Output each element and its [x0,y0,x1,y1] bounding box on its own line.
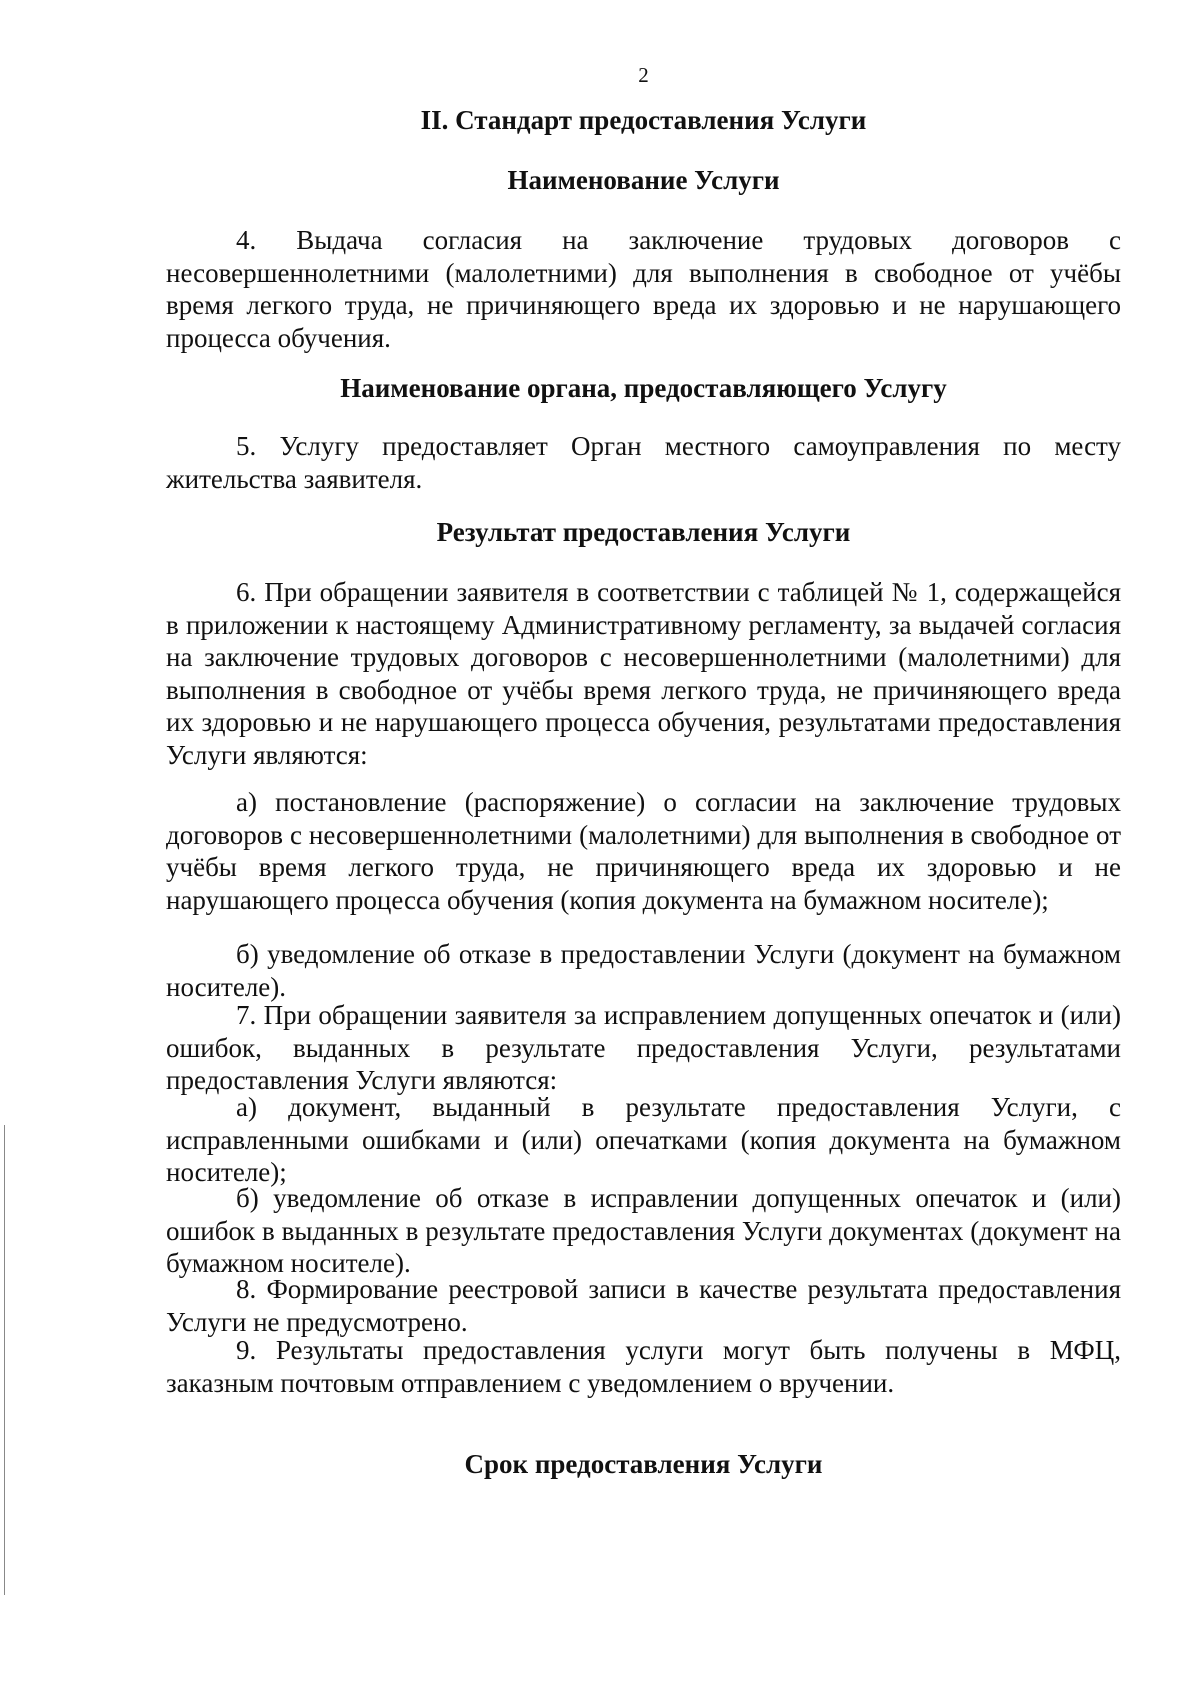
paragraph-8: 8. Формирование реестровой записи в качестве результата предоставления Услуги не предусмотрено. [166,1274,1121,1337]
paragraph-6-b: б) уведомление об отказе в предоставлении Услуги (документ на бумажном носителе). [166,939,1121,1002]
heading-service-name: Наименование Услуги [507,165,780,195]
page-number: 2 [638,63,649,87]
heading-service-result: Результат предоставления Услуги [436,517,851,547]
paragraph-4: 4. Выдача согласия на заключение трудовых договоров с несовершеннолетними (малолетними) для выполнения в свободное от учёбы время легкого труда, не причиняющего вреда их здоровью и не нарушающего процесса обучения. [166,225,1121,353]
heading-service-term: Срок предоставления Услуги [464,1449,823,1479]
paragraph-7: 7. При обращении заявителя за исправлением допущенных опечаток и (или) ошибок, выданных в результате предоставления Услуги, результатами предоставления Услуги являются: [166,1000,1121,1096]
paragraph-9: 9. Результаты предоставления услуги могут быть получены в МФЦ, заказным почтовым отправлением с уведомлением о вручении. [166,1335,1121,1398]
paragraph-7-a: а) документ, выданный в результате предоставления Услуги, с исправленными ошибками и (или) опечатками (копия документа на бумажном носителе); [166,1092,1121,1188]
paragraph-5: 5. Услугу предоставляет Орган местного самоуправления по месту жительства заявителя. [166,431,1121,494]
heading-service-authority: Наименование органа, предоставляющего Услугу [340,373,947,403]
paragraph-7-b: б) уведомление об отказе в исправлении допущенных опечаток и (или) ошибок в выданных в результате предоставления Услуги документах (документ на бумажном носителе). [166,1183,1121,1279]
section-title: II. Стандарт предоставления Услуги [420,105,867,135]
scan-edge-mark [4,1125,5,1595]
paragraph-6: 6. При обращении заявителя в соответствии с таблицей № 1, содержащейся в приложении к настоящему Административному регламенту, за выдачей согласия на заключение трудовых договоров с несовершеннолетними (малолетними) для выполнения в свободное от учёбы время легкого труда, не причиняющего вреда их здоровью и не нарушающего процесса обучения, результатами предоставления Услуги являются: [166,577,1121,770]
paragraph-6-a: а) постановление (распоряжение) о согласии на заключение трудовых договоров с несовершеннолетними (малолетними) для выполнения в свободное от учёбы время легкого труда, не причиняющего вреда их здоровью и не нарушающего процесса обучения (копия документа на бумажном носителе); [166,787,1121,915]
